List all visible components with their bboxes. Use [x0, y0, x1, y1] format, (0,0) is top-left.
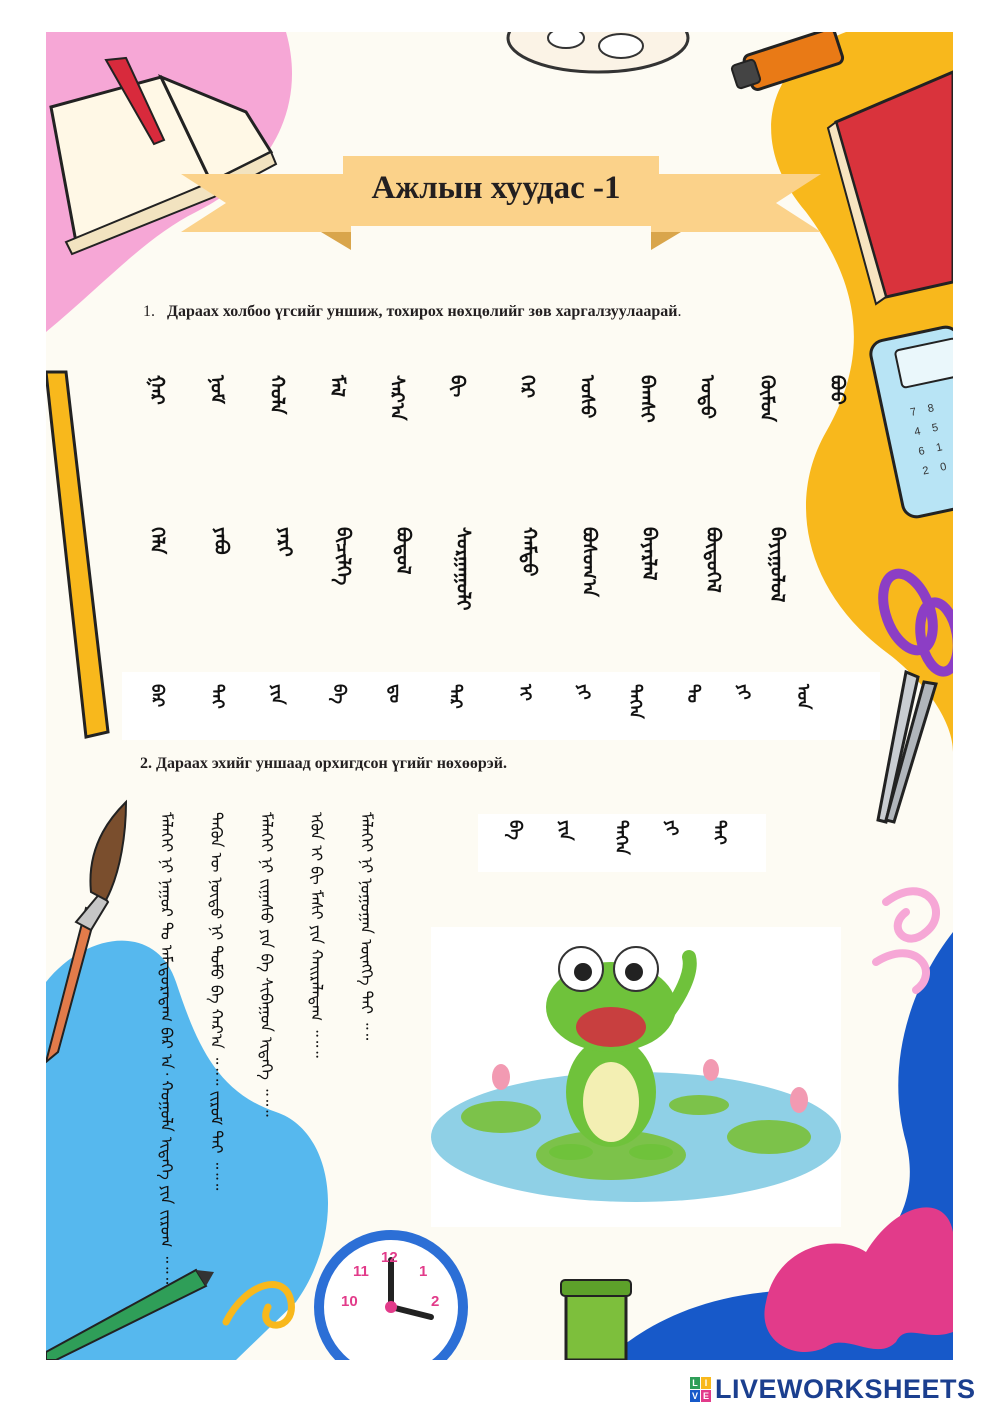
calc-key: 6: [917, 444, 926, 459]
suffix-option[interactable]: ᠪᠠ: [329, 684, 349, 704]
row2-word: ᠬᠠᠮᠲᠤ: [518, 527, 540, 577]
row1-word: ᠭᠡᠷ: [516, 375, 538, 399]
clock-number: 1: [419, 1263, 428, 1280]
missing-word-option[interactable]: ᠶᠢ: [661, 820, 681, 836]
row2-words: [136, 527, 866, 667]
missing-word-option[interactable]: ᠳᠡᠭᠡᠨ: [611, 820, 631, 855]
ruler-shape: [46, 372, 108, 737]
calc-key: 8: [926, 402, 936, 416]
page-title: Ажлын хуудас -1: [371, 170, 621, 206]
suffix-option[interactable]: ᠲᠠᠷ: [445, 684, 465, 709]
task1-period: .: [677, 303, 682, 320]
glue-jar-shape: [561, 1280, 631, 1360]
row2-word: ᠶᠠᠷᠢ: [274, 527, 296, 557]
suffix-option[interactable]: ᠲᠠᠢ: [207, 684, 227, 709]
row2-word: ᠶᠠᠪᠤ: [210, 527, 232, 555]
suffix-option[interactable]: ᠤᠨ: [793, 684, 813, 710]
suffix-option[interactable]: ᠳᠡᠭᠡᠨ: [625, 684, 645, 719]
brand-logo-letter: V: [691, 1390, 698, 1401]
row2-word: ᠪᠦᠲᠦᠭᠡᠯ: [702, 527, 724, 593]
paint-palette-shape: [508, 32, 688, 72]
row2-word: ᠪᠣᠳᠣᠯ: [392, 527, 414, 575]
task1-number: 1.: [143, 303, 155, 320]
row2-word: ᠰᠤᠷᠭᠠᠭᠤᠯᠢ: [452, 527, 474, 611]
missing-word-option[interactable]: ᠶᠢᠨ: [555, 820, 575, 841]
row2-word: ᠪᠢᠴᠢᠯᠭᠡ: [332, 527, 354, 586]
text-line: ᠮᠡᠯᠡᠬᠡᠢ ᠨᠢ ᠵᠢᠭᠠᠰᠤ ᠶᠢᠨ ᠪᠠ ᠰᠢᠪᠠᠭᠤᠨ ᠢᠳᠡᠭᠡ ᠃᠃᠃: [257, 812, 276, 1117]
calc-key: 2: [921, 464, 931, 478]
calc-key: 4: [913, 425, 922, 439]
task2-instruction: [140, 755, 507, 773]
row1-word: ᠬᠦᠮᠦᠨ: [756, 375, 778, 422]
frog-illustration: [431, 927, 841, 1227]
row2-word: ᠪᠠᠶᠠᠷᠯᠠᠯ: [638, 527, 660, 581]
task2-text: 2. Дараах эхийг уншаад орхигдсон үгийг нөхөөрэй.: [140, 755, 507, 772]
row2-word: ᠬᠡᠯᠡ: [146, 527, 168, 555]
text-line: ᠡᠭᠦᠨ ᠢ ᠪᠢ ᠮᠠᠰᠢ ᠶᠢᠨ ᠬᠠᠢᠷᠠᠯᠠᠳᠠᠭ ᠃᠃᠃: [307, 812, 326, 1058]
lily-pad-shape: [461, 1101, 541, 1133]
magenta-splash-shape: [764, 1207, 953, 1352]
calc-key: 5: [930, 421, 940, 435]
pink-swirl-shape: [876, 891, 936, 990]
text-line: ᠲᠡᠭᠦᠨ ᠦ ᠨᠦᠳᠦ ᠨᠢ ᠲᠣᠮᠣ ᠪᠠ ᠬᠠᠷ᠎ᠠ ᠃᠃᠃ ᠵᠢᠷᠤᠮ ᠲᠠᠢ ᠃᠃᠃: [207, 812, 226, 1191]
row1-word: ᠪᠠᠭᠰᠢ: [636, 375, 658, 423]
text-line: ᠮᠡᠯᠡᠬᠡᠢ ᠨᠢ ᠨᠣᠭᠣᠭᠠᠨ ᠦᠩᠭᠡ ᠲᠡᠢ ᠃᠃: [357, 812, 376, 1041]
clock-number: 2: [431, 1293, 440, 1310]
row2-word: ᠪᠣᠰᠤᠭ᠎ᠠ: [578, 527, 600, 597]
row1-word: ᠪᠣᠣ: [826, 375, 848, 405]
suffix-option[interactable]: ᠶᠢᠨ: [267, 684, 287, 705]
brand-logo-letter: I: [701, 1377, 711, 1389]
brand-footer: [690, 1372, 976, 1406]
row1-word: ᠬᠣᠯᠠ: [266, 375, 288, 415]
clock-number: 10: [341, 1293, 358, 1310]
calc-key: 0: [939, 460, 948, 474]
missing-word-option[interactable]: ᠪᠠ: [505, 820, 525, 840]
clock-number: 12: [381, 1249, 398, 1266]
row2-word: ᠪᠠᠶᠢᠭᠤᠯᠤᠯ: [766, 527, 788, 603]
row1-word: ᠮᠠᠯ: [326, 375, 348, 398]
suffix-strip: [122, 672, 880, 740]
missing-word-option[interactable]: ᠲᠠᠢ: [709, 820, 729, 845]
task1-text: Дараах холбоо үгсийг уншиж, тохирох нөхцөлийг зөв харгалзуулаарай: [167, 303, 678, 320]
text-line: ᠮᠡᠯᠡᠬᠡᠢ ᠨᠢ ᠨᠠᠭᠤᠷ ᠲᠤ ᠠᠮᠢᠳᠤᠷᠠᠳᠠᠭ ᠪᠡᠷ ᠠ᠂ ᠬᠣᠭᠣᠯᠠ ᠢᠳᠡᠭᠡ ᠶᠢᠨ ᠵᠢᠷᠤᠭ ᠃᠃᠃: [157, 812, 176, 1285]
brand-logo-letter: L: [690, 1377, 700, 1389]
suffix-option[interactable]: ᠲᠤ: [683, 684, 703, 703]
row1-word: ᠤᠰᠤ: [576, 375, 598, 419]
suffix-option[interactable]: ᠪᠡᠷ: [147, 684, 167, 708]
row1-word: ᠪᠢ: [446, 375, 468, 398]
suffix-option[interactable]: ᠢ: [515, 684, 535, 701]
calc-key: 7: [909, 405, 918, 419]
clock-number: 11: [353, 1263, 369, 1280]
brand-logo-letter: E: [702, 1390, 709, 1401]
missing-words-strip: [478, 814, 766, 872]
suffix-option[interactable]: ᠳᠤ: [385, 684, 405, 703]
calc-key: 1: [935, 441, 944, 455]
row1-word: ᠰᠠᠷ᠎ᠠ: [386, 375, 408, 421]
task1-instruction: [143, 303, 681, 321]
brand-logo-icon: [690, 1377, 711, 1402]
row1-words: [136, 375, 856, 505]
row1-word: ᠣᠳᠣ: [696, 375, 718, 419]
suffix-option[interactable]: ᠶᠢ: [573, 684, 593, 700]
brand-name[interactable]: LIVEWORKSHEETS: [715, 1373, 976, 1404]
row1-word: ᠨᠣᠮ: [206, 375, 228, 404]
suffix-option[interactable]: ᠶᠢ: [733, 684, 753, 700]
row1-word: ᠭᠠᠷ: [146, 375, 168, 405]
worksheet-page: [46, 32, 953, 1360]
